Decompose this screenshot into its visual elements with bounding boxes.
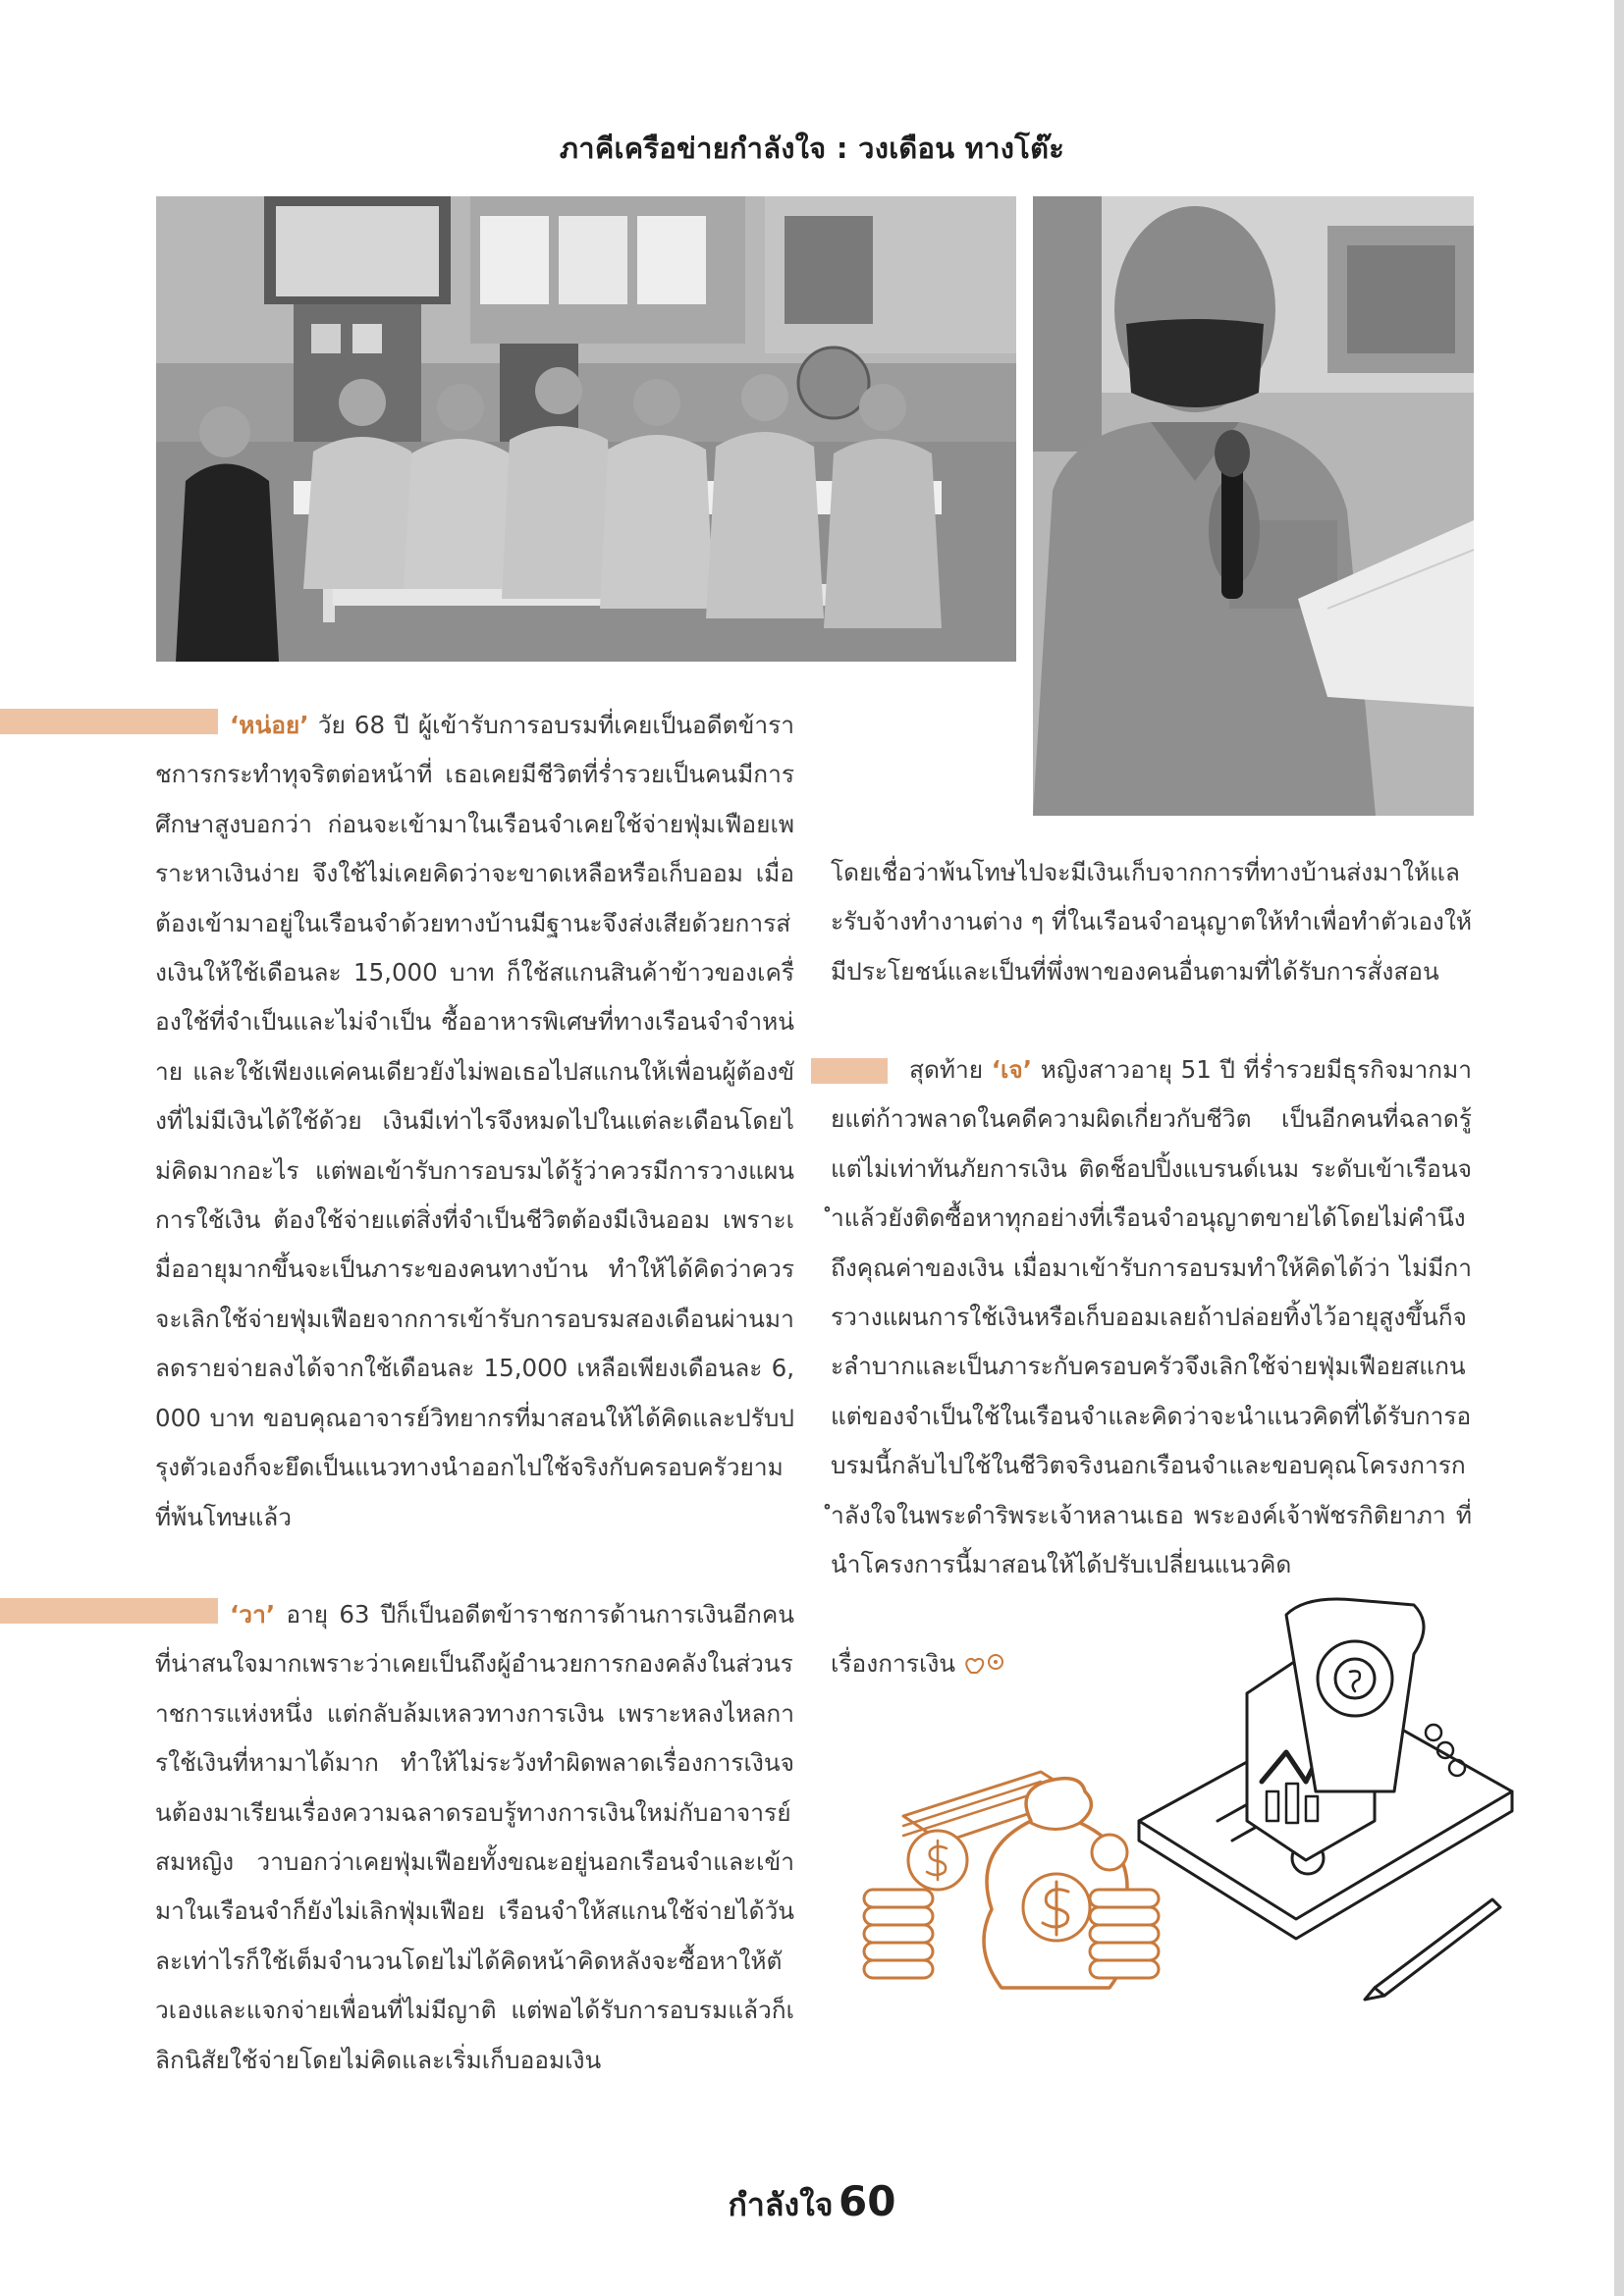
paragraph-continuation-text: โดยเชื่อว่าพ้นโทษไปจะมีเงินเก็บจากการที่ทางบ้านส่งมาให้และรับจ้างทำงานต่าง ๆ ที่ในเรือนจำอนุญาตให้ทำเพื่อทำตัวเองให้มีประโยชน์และเป็นที่พึ่งพาของคนอื่นตามที่ได้รับการสั่งสอน <box>831 858 1472 986</box>
paragraph-nhoi <box>155 701 794 1542</box>
page-header: ภาคีเครือข่ายกำลังใจ : วงเดือน ทางโต๊ะ <box>559 132 1065 165</box>
group-training-photo <box>156 196 1016 662</box>
paragraph-continuation <box>831 848 1472 996</box>
name-jay: ‘เจ’ <box>991 1055 1033 1084</box>
paragraph-jay-text: หญิงสาวอายุ 51 ปี ที่ร่ำรวยมีธุรกิจมากมายแต่ก้าวพลาดในคดีความผิดเกี่ยวกับชีวิต เป็นอีกคนที่ฉลาดรู้ แต่ไม่เท่าทันภัยการเงิน ติดช็อปปิ้งแบรนด์เนม ระดับเข้าเรือนจำแล้วยังติดซื้อหาทุกอย่างที่เรือนจำอนุญาตขายได้โดยไม่คำนึงถึงคุณค่าของเงิน เมื่อมาเข้ารับการอบรมทำให้คิดได้ว่า ไม่มีการวางแผนการใช้เงินหรือเก็บออมเลยถ้าปล่อยทิ้งไว้อายุสูงขึ้นก็จะลำบากและเป็นภาระกับครอบครัวจึงเลิกใช้จ่ายฟุ่มเฟือยสแกนแต่ของจำเป็นใช้ในเรือนจำและคิดว่าจะนำแนวคิดที่ได้รับการอบรมนี้กลับไปใช้ในชีวิตจริงนอกเรือนจำและขอบคุณโครงการกำลังใจในพระดำริพระเจ้าหลานเธอ พระองค์เจ้าพัชรกิติยาภา ที่นำโครงการนี้มาสอนให้ได้ปรับเปลี่ยนแนวคิด <box>831 1055 1472 1579</box>
paragraph-jay-last-text: เรื่องการเงิน <box>831 1649 956 1678</box>
paragraph-jay <box>831 1045 1472 1589</box>
money-bag-laptop-illustration <box>844 1595 1522 2056</box>
paragraph-wa-text: อายุ 63 ปีก็เป็นอดีตข้าราชการด้านการเงินอีกคนที่น่าสนใจมากเพราะว่าเคยเป็นถึงผู้อำนวยการกองคลังในส่วนราชการแห่งหนึ่ง แต่กลับล้มเหลวทางการเงิน เพราะหลงไหลการใช้เงินที่หามาได้มาก ทำให้ไม่ระวังทำผิดพลาดเรื่องการเงินจนต้องมาเรียนเรื่องความฉลาดรอบรู้ทางการเงินใหม่กับอาจารย์สมหญิง วาบอกว่าเคยฟุ่มเฟือยทั้งขณะอยู่นอกเรือนจำและเข้ามาในเรือนจำก็ยังไม่เลิกฟุ่มเฟือย เรือนจำให้สแกนใช้จ่ายได้วันละเท่าไรก็ใช้เต็มจำนวนโดยไม่ได้คิดหน้าคิดหลังจะซื้อหาให้ตัวเองและแจกจ่ายเพื่อนที่ไม่มีญาติ แต่พอได้รับการอบรมแล้วก็เลิกนิสัยใช้จ่ายโดยไม่คิดและเริ่มเก็บออมเงิน <box>155 1600 794 2074</box>
paragraph-jay-lead: สุดท้าย <box>909 1055 992 1084</box>
footer-page-number: 60 <box>839 2177 896 2225</box>
speaker-photo <box>1033 196 1474 816</box>
footer-magazine-name: กำลังใจ <box>728 2186 834 2223</box>
page-footer <box>0 2177 1624 2230</box>
paragraph-nhoi-text: วัย 68 ปี ผู้เข้ารับการอบรมที่เคยเป็นอดีตข้าราชการกระทำทุจริตต่อหน้าที่ เธอเคยมีชีวิตที่ร่ำรวยเป็นคนมีการศึกษาสูงบอกว่า ก่อนจะเข้ามาในเรือนจำเคยใช้จ่ายฟุ่มเฟือยเพราะหาเงินง่าย จึงใช้ไม่เคยคิดว่าจะขาดเหลือหรือเก็บออม เมื่อต้องเข้ามาอยู่ในเรือนจำด้วยทางบ้านมีฐานะจึงส่งเสียด้วยการส่งเงินให้ใช้เดือนละ 15,000 บาท ก็ใช้สแกนสินค้าข้าวของเครื่องใช้ที่จำเป็นและไม่จำเป็น ซื้ออาหารพิเศษที่ทางเรือนจำจำหน่าย และใช้เพียงแค่คนเดียวยังไม่พอเธอไปสแกนให้เพื่อนผู้ต้องขังที่ไม่มีเงินได้ใช้ด้วย เงินมีเท่าไรจึงหมดไปในแต่ละเดือนโดยไม่คิดมากอะไร แต่พอเข้ารับการอบรมได้รู้ว่าควรมีการวางแผนการใช้เงิน ต้องใช้จ่ายแต่สิ่งที่จำเป็นชีวิตต้องมีเงินออม เพราะเมื่ออายุมากขึ้นจะเป็นภาระของคนทางบ้าน ทำให้ได้คิดว่าควรจะเลิกใช้จ่ายฟุ่มเฟือยจากการเข้ารับการอบรมสองเดือนผ่านมาลดรายจ่ายลงได้จากใช้เดือนละ 15,000 เหลือเพียงเดือนละ 6,000 บาท ขอบคุณอาจารย์วิทยากรที่มาสอนให้ได้คิดและปรับปรุงตัวเองก็จะยึดเป็นแนวทางนำออกไปใช้จริงกับครอบครัวยามที่พ้นโทษแล้ว <box>155 711 794 1531</box>
paragraph-wa <box>155 1590 794 2085</box>
speaker-illustration <box>1033 196 1474 816</box>
name-wa: ‘วา’ <box>230 1600 276 1629</box>
group-training-illustration <box>156 196 1016 662</box>
page-edge-strip <box>1614 0 1624 2296</box>
name-nhoi: ‘หน่อย’ <box>230 711 309 739</box>
